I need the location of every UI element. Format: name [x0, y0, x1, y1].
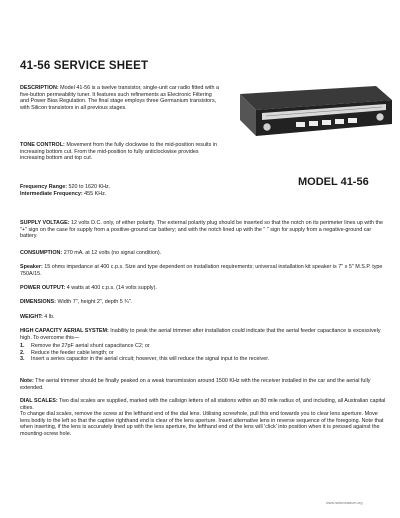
- list-item: 3. Insert a series capacitor in the aerial circuit; however, this will reduce the signal input to the receiver.: [20, 356, 270, 363]
- consumption-text: 270 mA. at 12 volts (no signal condition).: [62, 250, 162, 256]
- dial-scales-section: [20, 398, 388, 438]
- description-label: DESCRIPTION:: [20, 85, 59, 91]
- model-heading: MODEL 41-56: [298, 176, 369, 188]
- dial-scales-paragraph: [20, 398, 388, 411]
- dimensions-label: DIMENSIONS:: [20, 299, 56, 305]
- frequency-range-label: Frequency Range:: [20, 184, 68, 190]
- supply-voltage-label: SUPPLY VOLTAGE:: [20, 220, 70, 226]
- list-item: 1. Remove the 27pF aerial shunt capacitance C2; or: [20, 343, 150, 350]
- consumption-label: CONSUMPTION:: [20, 250, 63, 256]
- weight-line: [20, 314, 388, 321]
- consumption-line: [20, 250, 388, 257]
- dimensions-text: Width 7", height 2", depth 5 ¾".: [55, 299, 133, 305]
- speaker-text: 15 ohms impedance at 400 c.p.s. Size and type dependent on installation requirements; universal installation kit speaker is 7" x 5" M.S.P. type 750A/15.: [20, 264, 383, 277]
- aerial-text: Inability to peak the aerial trimmer after installation could indicate that the aerial feeder capacitance is excessively high. To overcome this—: [20, 328, 381, 341]
- aerial-paragraph: [20, 328, 388, 341]
- page-title: 41-56 SERVICE SHEET: [20, 60, 149, 72]
- list-item: 2. Reduce the feeder cable length; or: [20, 349, 114, 356]
- tone-control-paragraph: [20, 142, 220, 162]
- power-output-label: POWER OUTPUT:: [20, 285, 66, 291]
- description-text: Model 41-56 is a twelve transistor, single-unit car radio fitted with a five-button permeability tuner. It features such refinements as Electronic Filtering and Power Bias Regulation. The final stage employs three Germanium transistors, with Silicon transistors in all previous stages.: [20, 85, 219, 111]
- note-text: The aerial trimmer should be finally peaked on a weak transmission around 1500 KHz with the receiver installed in the car and the aerial fully extended.: [20, 378, 371, 391]
- weight-text: 4 lb.: [42, 314, 55, 320]
- aerial-section: [20, 328, 388, 363]
- supply-voltage-text: 12 volts D.C. only, of either polarity. The external polarity plug should be inserted so that the notch on its perimeter lines up with the "+" sign on the case for supply from a positive-ground car battery; and with the notch lined up with the " " sign for supply from a negative-ground car battery.: [20, 220, 383, 240]
- weight-label: WEIGHT:: [20, 314, 43, 320]
- note-label: Note:: [20, 378, 34, 384]
- description-paragraph: [20, 85, 220, 111]
- speaker-label: Speaker:: [20, 264, 43, 270]
- tone-control-label: TONE CONTROL:: [20, 142, 65, 148]
- power-output-line: [20, 285, 388, 292]
- aerial-remedy-list: [20, 343, 388, 363]
- power-output-text: 4 watts at 400 c.p.s. (14 volts supply).: [65, 285, 157, 291]
- dial-scales-instructions: To change dial scales, remove the screw at the lefthand end of the dial lens. Utilising screwhole, pull this end towards you to clear lens aperture. Move lens bodily to the left so that the captive righthand end is clear of the lens aperture. Insert alternative lens in reverse sequence of the foregoing. Note that when inserting, if the lens is accurately lined up with the lens aperture, the lefthand end of the lens will 'click' into position when it is pressed against the mounting-screw hole.: [20, 411, 384, 437]
- dimensions-line: [20, 299, 388, 306]
- speaker-paragraph: [20, 264, 388, 277]
- dial-scales-text: Two dial scales are supplied, marked with the callsign letters of all stations within an 80 mile radius of, and including, all Australian capital cities.: [20, 398, 386, 411]
- dial-scales-label: DIAL SCALES:: [20, 398, 58, 404]
- supply-voltage-paragraph: [20, 220, 388, 240]
- frequency-range-line: [20, 184, 220, 191]
- aerial-label: HIGH CAPACITY AERIAL SYSTEM:: [20, 328, 109, 334]
- note-paragraph: [20, 378, 388, 391]
- tone-control-text: Movement from the fully clockwise to the mid-position results in increasing bottom cut. From the mid-position to fully anticlockwise provides increasing bottom and top cut.: [20, 142, 218, 162]
- intermediate-frequency-value: 455 KHz.: [82, 191, 107, 197]
- car-radio-illustration: [226, 80, 396, 138]
- intermediate-frequency-line: [20, 191, 220, 198]
- footer-watermark: www.radiomuseum.org: [326, 501, 363, 505]
- intermediate-frequency-label: Intermediate Frequency:: [20, 191, 83, 197]
- frequency-range-value: 520 to 1620 KHz.: [67, 184, 111, 190]
